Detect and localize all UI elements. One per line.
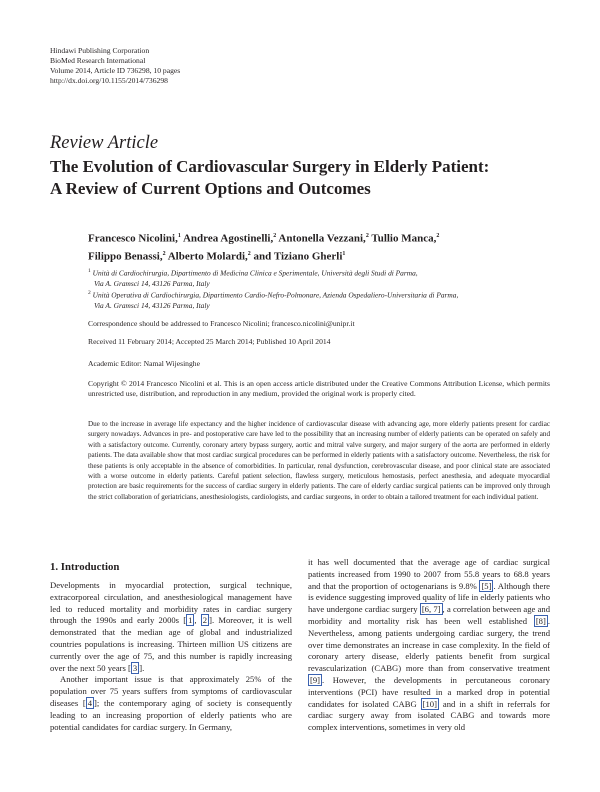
author-name: Filippo Benassi, bbox=[88, 250, 163, 263]
paragraph-text: . Nevertheless, among patients undergoing cardiac surgery, the trend over time demonstrates an increase in case complexity. In the field of coronary artery disease, elderly patients benefit from surgical revascularization (CABG) more than from conservative treatment bbox=[308, 615, 550, 674]
affiliation-1 bbox=[88, 266, 548, 289]
citation-link[interactable]: [8] bbox=[535, 615, 546, 626]
affiliation-text: Unità di Cardiochirurgia, Dipartimento di Medicina Clinica e Sperimentale, Università degli Studi di Parma, bbox=[92, 268, 418, 278]
citation-link[interactable]: [9] bbox=[310, 674, 321, 685]
citation-link[interactable]: 2 bbox=[202, 615, 208, 626]
author-affiliation-mark: 2 bbox=[365, 233, 369, 239]
affiliation-text: Unità Operativa di Cardiochirurgia, Dipartimento Cardio-Nefro-Polmonare, Azienda Ospedaliero-Universitaria di Parma, bbox=[92, 290, 459, 300]
affiliation-number: 1 bbox=[88, 268, 91, 274]
author-affiliation-mark: 2 bbox=[273, 233, 277, 239]
author-name: Francesco Nicolini, bbox=[88, 232, 178, 245]
paragraph-text: . Although there is evidence suggesting improved quality of life in elderly patients who have undergone cardiac surgery bbox=[308, 580, 551, 615]
citation-link[interactable]: 1 bbox=[188, 615, 193, 626]
citation-link[interactable]: [5] bbox=[481, 580, 492, 591]
paragraph-text: and in a shift in referrals for cardiac surgery away from isolated CABG and towards more complex interventions, sometimes in very old bbox=[308, 698, 550, 733]
author-affiliation-mark: 1 bbox=[177, 233, 181, 239]
citation-link[interactable]: 4 bbox=[87, 697, 93, 708]
paragraph-text: . However, the developments in percutaneous coronary interventions (PCI) have resulted in a marked drop in potential candidates for isolated CABG bbox=[308, 674, 550, 709]
doi-link[interactable]: http://dx.doi.org/10.1155/2014/736298 bbox=[50, 76, 168, 85]
author-list bbox=[88, 229, 558, 264]
paragraph-text: , bbox=[194, 615, 201, 626]
title-line-1: The Evolution of Cardiovascular Surgery in Elderly Patient: bbox=[50, 157, 490, 176]
paragraph-text: , a correlation between age and morbidity and mortality risk has been well established bbox=[308, 604, 550, 626]
academic-editor: Academic Editor: Namal Wijesinghe bbox=[88, 359, 200, 368]
abstract: Due to the increase in average life expectancy and the higher incidence of cardiovascular disease with advancing age, more elderly patients present for cardiac surgery nowadays. Advances in pre- and postoperative care have led to the possibility that an increasing number of elderly patients can be operated on safely and with a satisfactory outcome. Currently, coronary artery bypass surgery, aortic and mitral valve surgery, and major surgery of the aorta are performed in elderly patients. The data available show that most cardiac surgical procedures can be performed in elderly patients with a satisfactory outcome. Nevertheless, the risk for these patients is only acceptable in the absence of comorbidities. In particular, renal dysfunction, cerebrovascular disease, and poor clinical state are associated with a worse outcome in elderly patients. Careful patient selection, flawless surgery, meticulous hemostasis, perfect anesthesia, and adequate myocardial protection are basic requirements for the success of cardiac surgery in elderly patients. The care of elderly cardiac surgical patients can be improved only through the strict collaboration of geriatricians, anesthesiologists, cardiologists, and cardiac surgeons, in order to obtain a tailored treatment for each individual patient. bbox=[88, 420, 550, 501]
paragraph-text: Another important issue is that approximately 25% of the population over 75 years suffers from symptoms of cardiovascular diseases [ bbox=[50, 674, 292, 708]
title-line-2: A Review of Current Options and Outcomes bbox=[50, 179, 371, 198]
copyright-notice: Copyright © 2014 Francesco Nicolini et al. This is an open access article distributed under the Creative Commons Attribution License, which permits unrestricted use, distribution, and reproduction in any medium, provided the original work is properly cited. bbox=[88, 379, 550, 399]
section-heading-introduction: 1. Introduction bbox=[50, 561, 120, 573]
paragraph-text: ]; the contemporary aging of society is consequently leading to an increasing proportion of elderly patients who are potential candidates for cardiac surgery. In Germany, bbox=[50, 697, 292, 732]
body-column-left bbox=[50, 580, 292, 733]
author-name: Antonella Vezzani, bbox=[278, 232, 366, 245]
correspondence: Correspondence should be addressed to Francesco Nicolini; francesco.nicolini@unipr.it bbox=[88, 319, 355, 328]
paragraph-text: Developments in myocardial protection, surgical technique, extracorporeal circulation, and anesthesiological management have led to reduced mortality and morbidity rates in cardiac surgery through the 1990s and early 2000s [ bbox=[50, 580, 292, 626]
citation-link[interactable]: [10] bbox=[422, 698, 437, 709]
author-name: and Tiziano Gherli bbox=[253, 250, 343, 263]
affiliation-address: Via A. Gramsci 14, 43126 Parma, Italy bbox=[94, 278, 210, 288]
author-affiliation-mark: 2 bbox=[247, 250, 251, 257]
paragraph-text: ]. bbox=[139, 662, 145, 673]
citation-link[interactable]: 3 bbox=[132, 662, 138, 673]
paper-title bbox=[50, 156, 550, 200]
paragraph-text: ]. Moreover, it is well demonstrated that the median age of global and industrialized countries populations is increasing. Thirteen million US citizens are currently over the age of 75, and this number is rapidly increasing over the next 50 years [ bbox=[50, 615, 292, 673]
volume-line: Volume 2014, Article ID 736298, 10 pages bbox=[50, 66, 181, 75]
body-column-right bbox=[308, 557, 550, 734]
dates-line: Received 11 February 2014; Accepted 25 March 2014; Published 10 April 2014 bbox=[88, 337, 331, 346]
affiliation-2 bbox=[88, 288, 548, 311]
paragraph-text: it has well documented that the average age of cardiac surgical patients increased from 1990 to 2007 from 55.8 years to 68.8 years and that the proportion of octogenarians is 9.8% bbox=[308, 557, 550, 591]
author-affiliation-mark: 2 bbox=[436, 233, 440, 239]
paragraph bbox=[50, 674, 292, 733]
article-type: Review Article bbox=[50, 133, 159, 153]
affiliation-address: Via A. Gramsci 14, 43126 Parma, Italy bbox=[94, 300, 210, 310]
citation-link[interactable]: [6, 7] bbox=[421, 604, 441, 615]
author-affiliation-mark: 1 bbox=[342, 250, 346, 257]
author-name: Alberto Molardi, bbox=[167, 250, 248, 263]
journal-line: BioMed Research International bbox=[50, 56, 146, 65]
author-name: Andrea Agostinelli, bbox=[182, 232, 274, 245]
affiliation-number: 2 bbox=[88, 290, 91, 296]
author-name: Tullio Manca, bbox=[371, 232, 437, 245]
author-affiliation-mark: 2 bbox=[162, 250, 166, 257]
paragraph bbox=[308, 557, 550, 734]
publisher-line: Hindawi Publishing Corporation bbox=[50, 46, 150, 55]
paragraph bbox=[50, 580, 292, 674]
